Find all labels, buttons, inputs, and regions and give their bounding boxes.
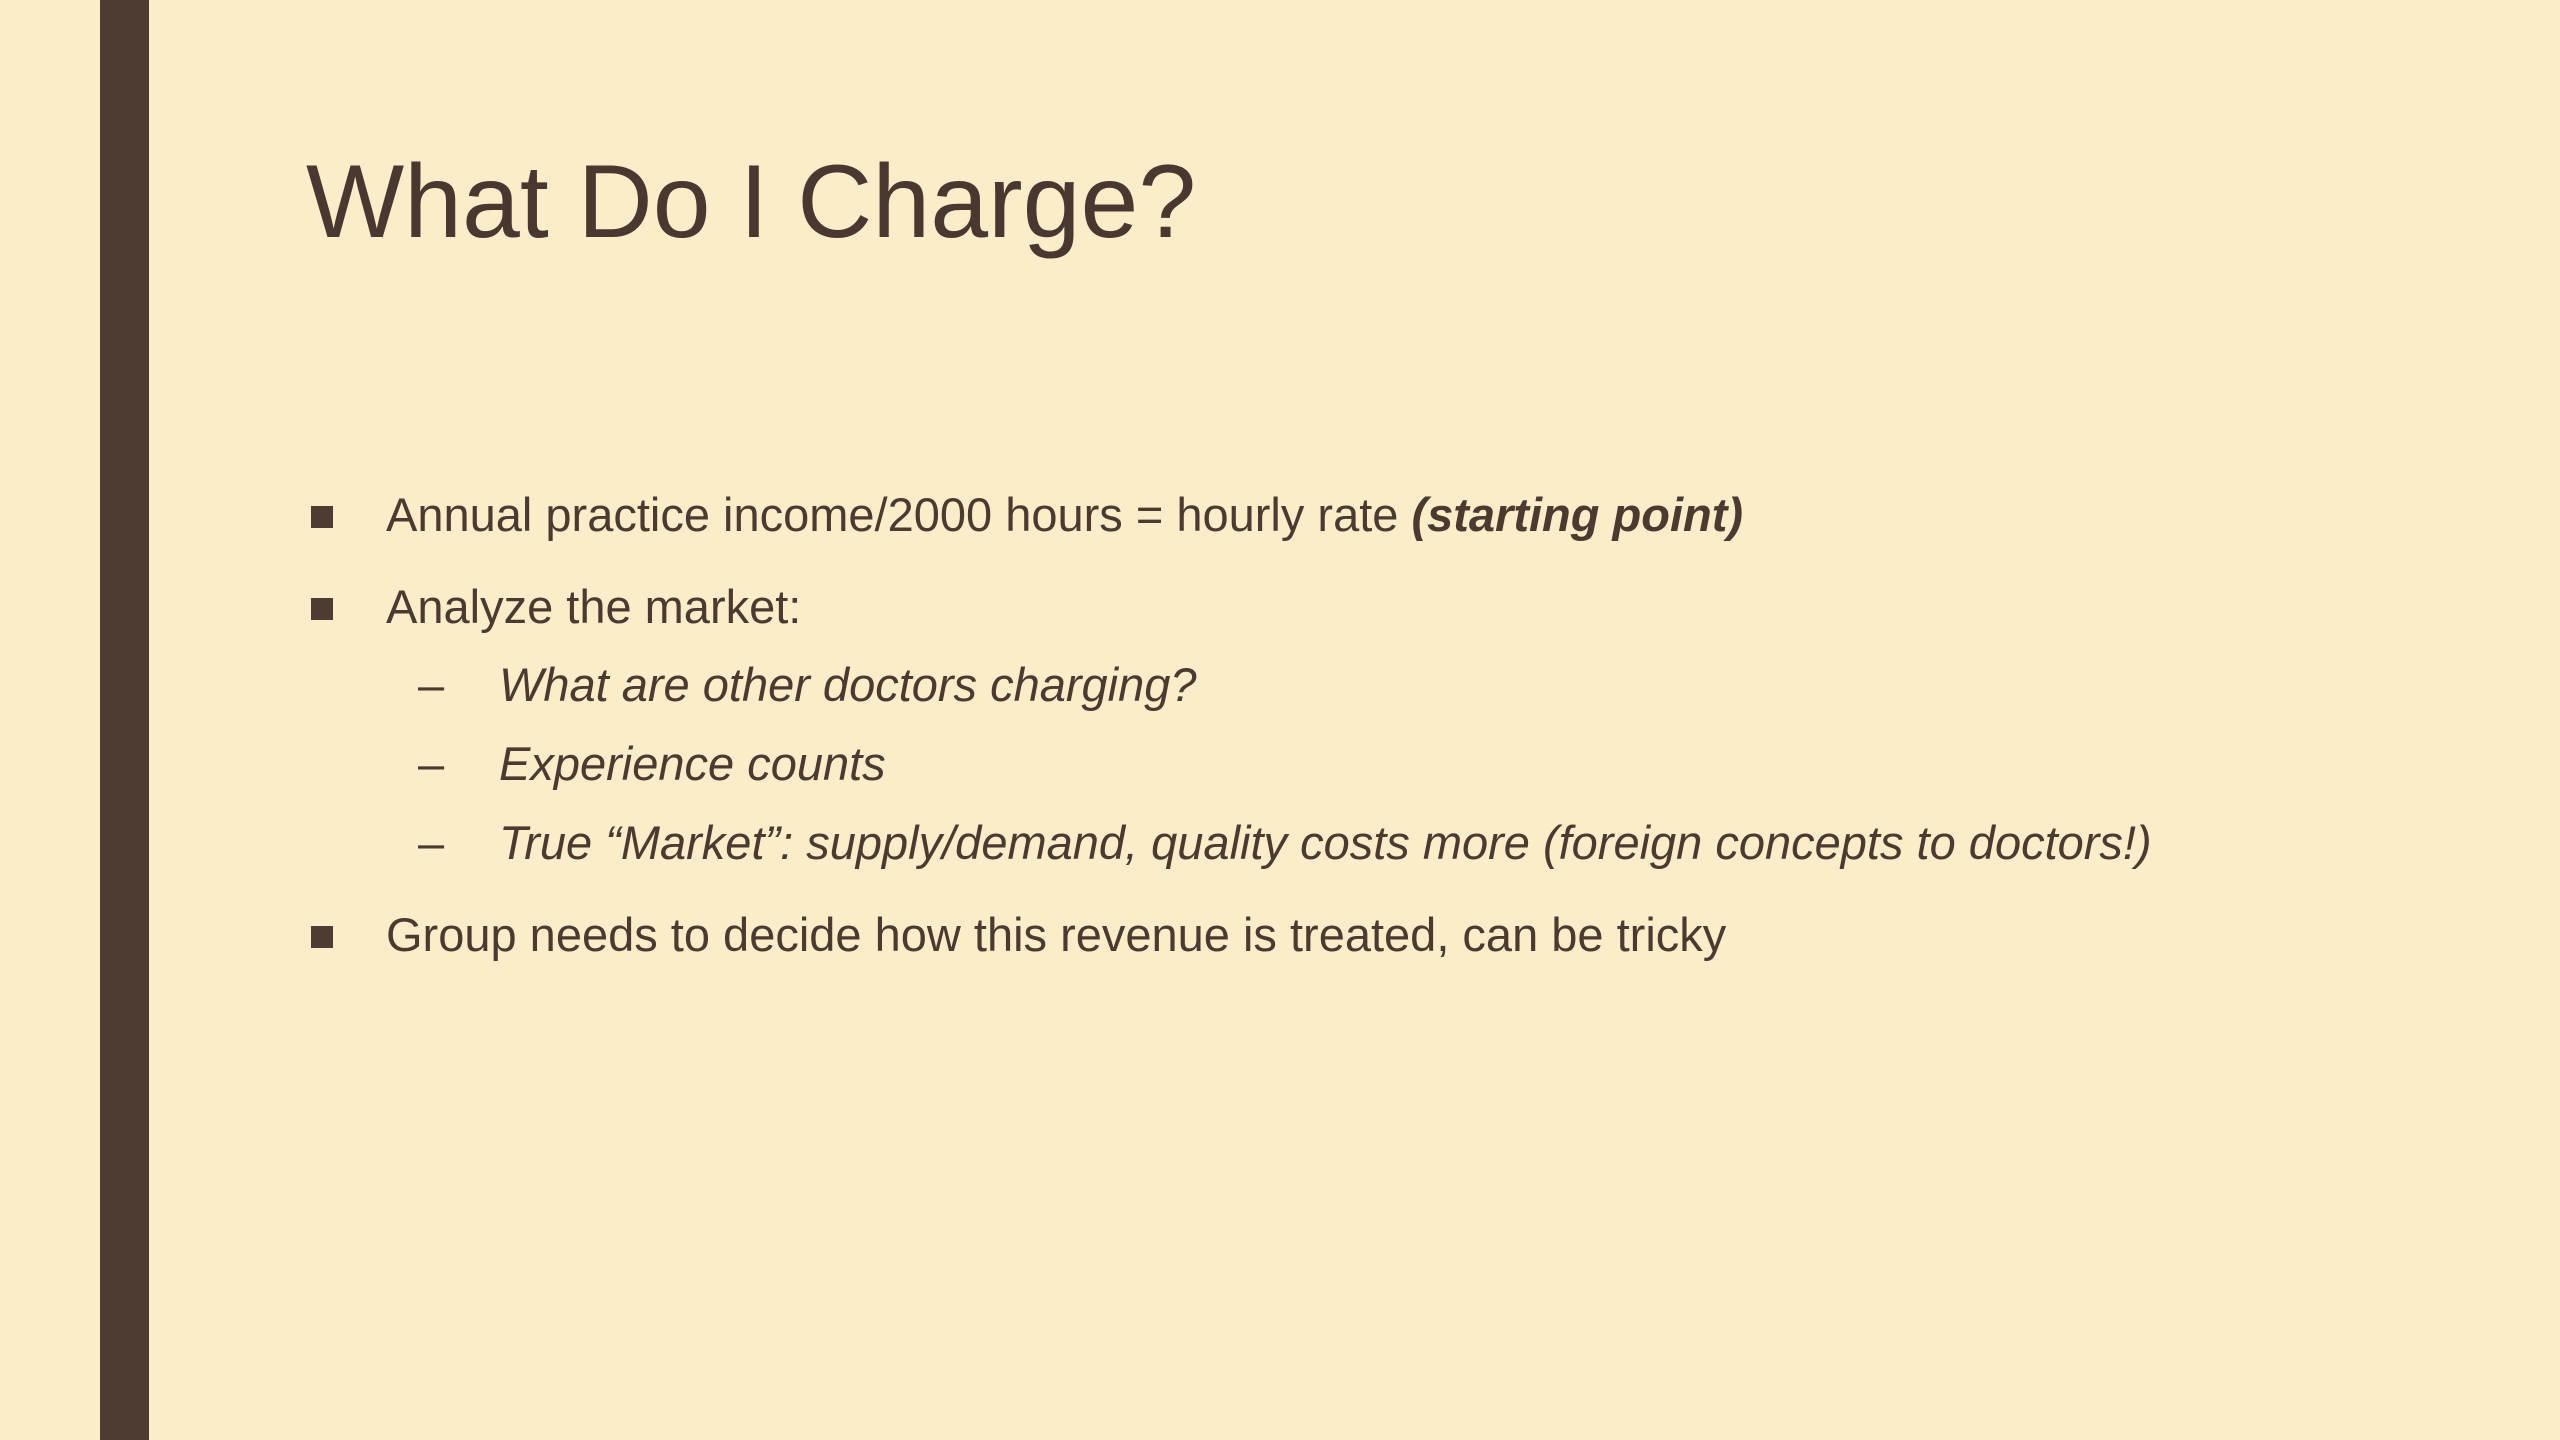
sub-bullet-item (386, 733, 2206, 794)
square-bullet-icon (311, 506, 333, 528)
square-bullet-icon (311, 926, 333, 948)
slide-title: What Do I Charge? (306, 144, 1197, 260)
dash-bullet-icon: – (418, 737, 445, 790)
sub-bullet-text: True “Market”: supply/demand, quality costs more (foreign concepts to doctors!) (499, 816, 2152, 869)
bullet-item (306, 484, 2206, 545)
sub-bullet-item (386, 812, 2206, 873)
dash-bullet-icon: – (418, 816, 445, 869)
bullet-item (306, 904, 2206, 965)
bullet-emphasis: (starting point) (1411, 488, 1744, 541)
bullet-text: Group needs to decide how this revenue is treated, can be tricky (386, 908, 1727, 961)
sub-bullet-text: Experience counts (499, 737, 886, 790)
sub-bullet-text: What are other doctors charging? (499, 658, 1197, 711)
accent-bar (100, 0, 149, 1440)
square-bullet-icon (311, 598, 333, 620)
dash-bullet-icon: – (418, 658, 445, 711)
bullet-item (306, 576, 2206, 873)
sub-bullet-item (386, 654, 2206, 715)
sub-bullet-list (386, 654, 2206, 873)
bullet-list (306, 484, 2206, 996)
bullet-text: Annual practice income/2000 hours = hourly rate (386, 488, 1412, 541)
bullet-text: Analyze the market: (386, 580, 802, 633)
